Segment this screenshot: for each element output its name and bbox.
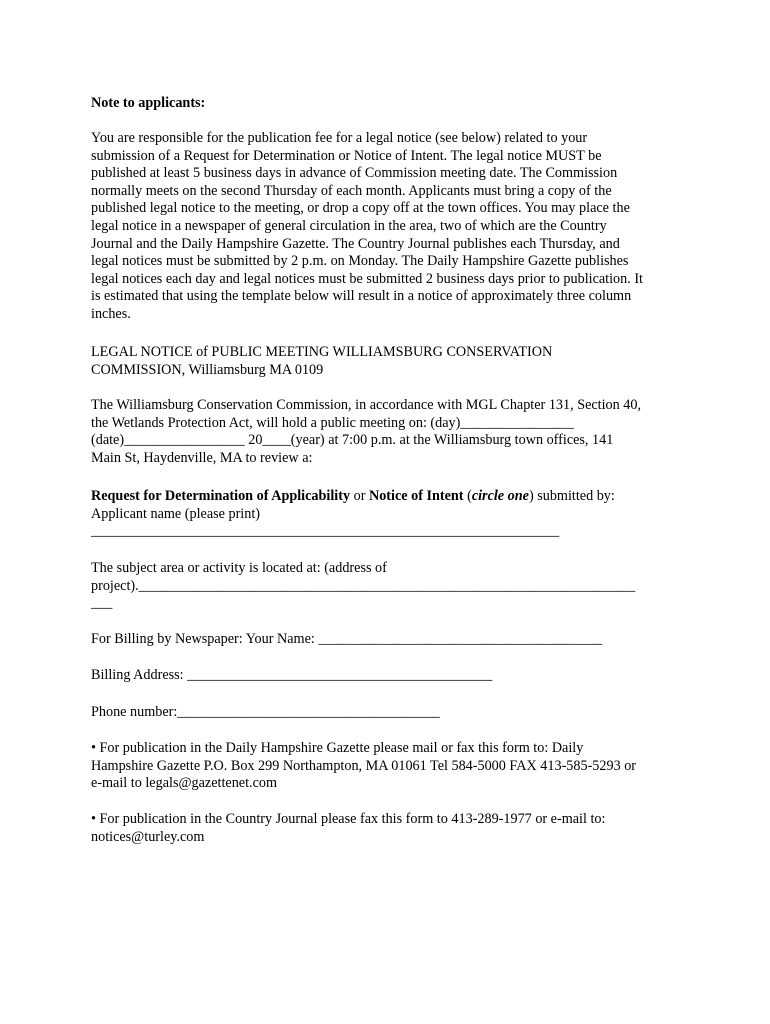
intro-line: legal notice in a newspaper of general circulation in the area, two of which are the Country [91,217,607,234]
applicant-name-field[interactable]: __________________________________________________________________ [91,523,560,540]
intro-paragraph [91,130,686,324]
intro-line: Journal and the Daily Hampshire Gazette. The Country Journal publishes each Thursday, and [91,235,620,252]
meeting-paragraph [91,397,686,467]
billing-address-field[interactable]: Billing Address: ___________________________________________ [91,667,493,683]
circle-one-text: circle one [471,488,529,504]
or-text: or [350,488,369,504]
intro-line: published at least 5 business days in advance of Commission meeting date. The Commission [91,165,618,182]
intro-line: legal notices each day and legal notices must be submitted 2 business days prior to publication. It [91,270,644,287]
noi-option[interactable]: Notice of Intent [368,488,464,504]
paren-open: ( [463,488,472,504]
billing-address-row [91,667,686,685]
gazette-line: • For publication in the Daily Hampshire Gazette please mail or fax this form to: Daily [91,740,584,756]
request-type-line [91,488,686,506]
note-heading-text: Note to applicants: [91,95,206,111]
subject-paragraph [91,560,686,613]
subject-label: The subject area or activity is located at: (address of [91,560,387,576]
gazette-email-line: e-mail to legals@gazettenet.com [91,775,277,792]
rda-option[interactable]: Request for Determination of Applicability [91,488,351,504]
intro-line: You are responsible for the publication fee for a legal notice (see below) related to your [91,130,588,146]
journal-line: • For publication in the Country Journal please fax this form to 413-289-1977 or e-mail to: [91,811,606,827]
intro-line: is estimated that using the template below will result in a notice of approximately three column [91,288,632,305]
meeting-line: The Williamsburg Conservation Commission, in accordance with MGL Chapter 131, Section 40, [91,397,642,413]
meeting-line-date-year-field[interactable]: (date)_________________ 20____(year) at 7:00 p.m. at the Williamsburg town offices, 141 [91,432,614,449]
note-heading [91,95,686,113]
legal-notice-title [91,344,686,379]
billing-name-row [91,631,686,649]
intro-line: inches. [91,305,131,322]
intro-line: submission of a Request for Determination or Notice of Intent. The legal notice MUST be [91,147,602,164]
project-address-field-cont[interactable]: ___ [91,595,113,612]
gazette-line: Hampshire Gazette P.O. Box 299 Northampton, MA 01061 Tel 584-5000 FAX 413-585-5293 or [91,757,637,774]
applicant-name-label: Applicant name (please print) [91,505,261,522]
journal-instructions [91,811,686,846]
meeting-line: Main St, Haydenville, MA to review a: [91,449,313,466]
journal-email-line: notices@turley.com [91,828,205,845]
phone-row [91,704,686,722]
intro-line: published legal notice to the meeting, or drop a copy off at the town offices. You may place the [91,200,630,217]
gazette-instructions [91,740,686,793]
intro-line: normally meets on the second Thursday of each month. Applicants must bring a copy of the [91,182,612,199]
meeting-line-day-field[interactable]: the Wetlands Protection Act, will hold a public meeting on: (day)________________ [91,414,574,431]
legal-title-line: COMMISSION, Williamsburg MA 0109 [91,361,324,378]
submitted-by-text: ) submitted by: [528,488,615,504]
phone-number-field[interactable]: Phone number:_____________________________________ [91,704,440,720]
legal-title-line: LEGAL NOTICE of PUBLIC MEETING WILLIAMSBURG CONSERVATION [91,344,553,360]
request-paragraph [91,488,686,541]
project-address-field[interactable]: project).______________________________________________________________________ [91,577,636,594]
intro-line: legal notices must be submitted by 2 p.m. on Monday. The Daily Hampshire Gazette publishes [91,253,629,270]
billing-name-field[interactable]: For Billing by Newspaper: Your Name: ________________________________________ [91,631,603,647]
